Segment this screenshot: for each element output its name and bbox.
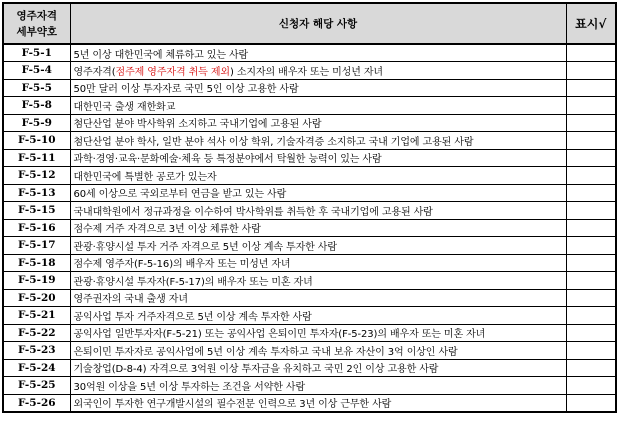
checkmark-cell[interactable] [566, 79, 616, 97]
table-row [3, 167, 616, 185]
checkmark-cell[interactable] [566, 62, 616, 80]
checkmark-cell[interactable] [566, 237, 616, 255]
visa-code-cell: F-5-20 [3, 289, 70, 307]
eligibility-description-cell: 대한민국에 특별한 공로가 있는자 [70, 167, 566, 185]
description-text-after: ) 소지자의 배우자 또는 미성년 자녀 [229, 66, 383, 78]
eligibility-description-cell: 과학·경영·교육·문화예술·체육 등 특정분야에서 탁월한 능력이 있는 사람 [70, 149, 566, 167]
table-row [3, 114, 616, 132]
checkmark-cell[interactable] [566, 97, 616, 115]
visa-code-cell: F-5-16 [3, 219, 70, 237]
eligibility-description-cell: 공익사업 일반투자자(F-5-21) 또는 공익사업 은퇴이민 투자자(F-5-23)의 배우자 또는 미혼 자녀 [70, 324, 566, 342]
table-header-row [3, 3, 616, 44]
eligibility-description-cell: 은퇴이민 투자자로 공익사업에 5년 이상 계속 투자하고 국내 보유 자산이 3억 이상인 사람 [70, 342, 566, 360]
table-row [3, 359, 616, 377]
visa-code-cell: F-5-24 [3, 359, 70, 377]
checkmark-cell[interactable] [566, 394, 616, 412]
eligibility-description-cell: 공익사업 투자 거주자격으로 5년 이상 계속 투자한 사람 [70, 307, 566, 325]
checkmark-cell[interactable] [566, 167, 616, 185]
table-row [3, 377, 616, 395]
checkmark-cell[interactable] [566, 359, 616, 377]
description-text-highlight: 점주제 영주자격 취득 제외 [115, 66, 230, 78]
checkmark-cell[interactable] [566, 149, 616, 167]
table-row [3, 184, 616, 202]
table-row [3, 394, 616, 412]
table-row [3, 97, 616, 115]
visa-code-cell: F-5-8 [3, 97, 70, 115]
visa-code-cell: F-5-10 [3, 132, 70, 150]
eligibility-description-cell: 국내대학원에서 정규과정을 이수하여 박사학위를 취득한 후 국내기업에 고용된 사람 [70, 202, 566, 220]
eligibility-description-cell: 5년 이상 대한민국에 체류하고 있는 사람 [70, 44, 566, 62]
header-code-line1: 영주자격 [16, 9, 58, 22]
visa-code-cell: F-5-17 [3, 237, 70, 255]
visa-code-cell: F-5-13 [3, 184, 70, 202]
visa-code-cell: F-5-18 [3, 254, 70, 272]
checkmark-cell[interactable] [566, 44, 616, 62]
checkmark-cell[interactable] [566, 342, 616, 360]
eligibility-description-cell: 첨단산업 분야 학사, 일반 분야 석사 이상 학위, 기술자격증 소지하고 국내 기업에 고용된 사람 [70, 132, 566, 150]
checkmark-cell[interactable] [566, 289, 616, 307]
table-row [3, 149, 616, 167]
visa-code-cell: F-5-19 [3, 272, 70, 290]
eligibility-description-cell: 점수제 영주자(F-5-16)의 배우자 또는 미성년 자녀 [70, 254, 566, 272]
visa-category-table [2, 2, 617, 413]
eligibility-description-cell: 관광·휴양시설 투자 거주 자격으로 5년 이상 계속 투자한 사람 [70, 237, 566, 255]
table-row [3, 202, 616, 220]
eligibility-description-cell: 대한민국 출생 재한화교 [70, 97, 566, 115]
eligibility-description-cell: 관광·휴양시설 투자자(F-5-17)의 배우자 또는 미혼 자녀 [70, 272, 566, 290]
description-text-before: 영주자격( [73, 66, 116, 78]
table-row [3, 324, 616, 342]
visa-code-cell: F-5-26 [3, 394, 70, 412]
visa-code-cell: F-5-22 [3, 324, 70, 342]
header-mark: 표시√ [566, 3, 616, 44]
eligibility-description-cell: 첨단산업 분야 박사학위 소지하고 국내기업에 고용된 사람 [70, 114, 566, 132]
visa-code-cell: F-5-5 [3, 79, 70, 97]
eligibility-description-cell: 기술창업(D-8-4) 자격으로 3억원 이상 투자금을 유치하고 국민 2인 이상 고용한 사람 [70, 359, 566, 377]
visa-code-cell: F-5-25 [3, 377, 70, 395]
header-description: 신청자 해당 사항 [70, 3, 566, 44]
table-row [3, 289, 616, 307]
visa-code-cell: F-5-23 [3, 342, 70, 360]
eligibility-description-cell: 외국인이 투자한 연구개발시설의 필수전문 인력으로 3년 이상 근무한 사람 [70, 394, 566, 412]
eligibility-description-cell: 점수제 거주 자격으로 3년 이상 체류한 사람 [70, 219, 566, 237]
table-row [3, 79, 616, 97]
table-row [3, 342, 616, 360]
eligibility-description-cell: 50만 달러 이상 투자자로 국민 5인 이상 고용한 사람 [70, 79, 566, 97]
header-code [3, 3, 70, 44]
checkmark-cell[interactable] [566, 324, 616, 342]
checkmark-cell[interactable] [566, 202, 616, 220]
table-row [3, 44, 616, 62]
visa-code-cell: F-5-4 [3, 62, 70, 80]
eligibility-description-cell [70, 62, 566, 80]
table-row [3, 219, 616, 237]
table-row [3, 307, 616, 325]
table-row [3, 62, 616, 80]
table-row [3, 272, 616, 290]
visa-code-cell: F-5-15 [3, 202, 70, 220]
checkmark-cell[interactable] [566, 307, 616, 325]
checkmark-cell[interactable] [566, 272, 616, 290]
eligibility-description-cell: 60세 이상으로 국외로부터 연금을 받고 있는 사람 [70, 184, 566, 202]
table-body [3, 44, 616, 412]
checkmark-cell[interactable] [566, 219, 616, 237]
checkmark-cell[interactable] [566, 254, 616, 272]
checkmark-cell[interactable] [566, 184, 616, 202]
visa-code-cell: F-5-12 [3, 167, 70, 185]
checkmark-cell[interactable] [566, 377, 616, 395]
eligibility-description-cell: 영주권자의 국내 출생 자녀 [70, 289, 566, 307]
table-row [3, 237, 616, 255]
table-row [3, 132, 616, 150]
checkmark-cell[interactable] [566, 132, 616, 150]
visa-code-cell: F-5-1 [3, 44, 70, 62]
table-row [3, 254, 616, 272]
visa-code-cell: F-5-9 [3, 114, 70, 132]
checkmark-cell[interactable] [566, 114, 616, 132]
eligibility-description-cell: 30억원 이상을 5년 이상 투자하는 조건을 서약한 사람 [70, 377, 566, 395]
visa-code-cell: F-5-21 [3, 307, 70, 325]
visa-code-cell: F-5-11 [3, 149, 70, 167]
header-code-line2: 세부약호 [16, 25, 58, 38]
